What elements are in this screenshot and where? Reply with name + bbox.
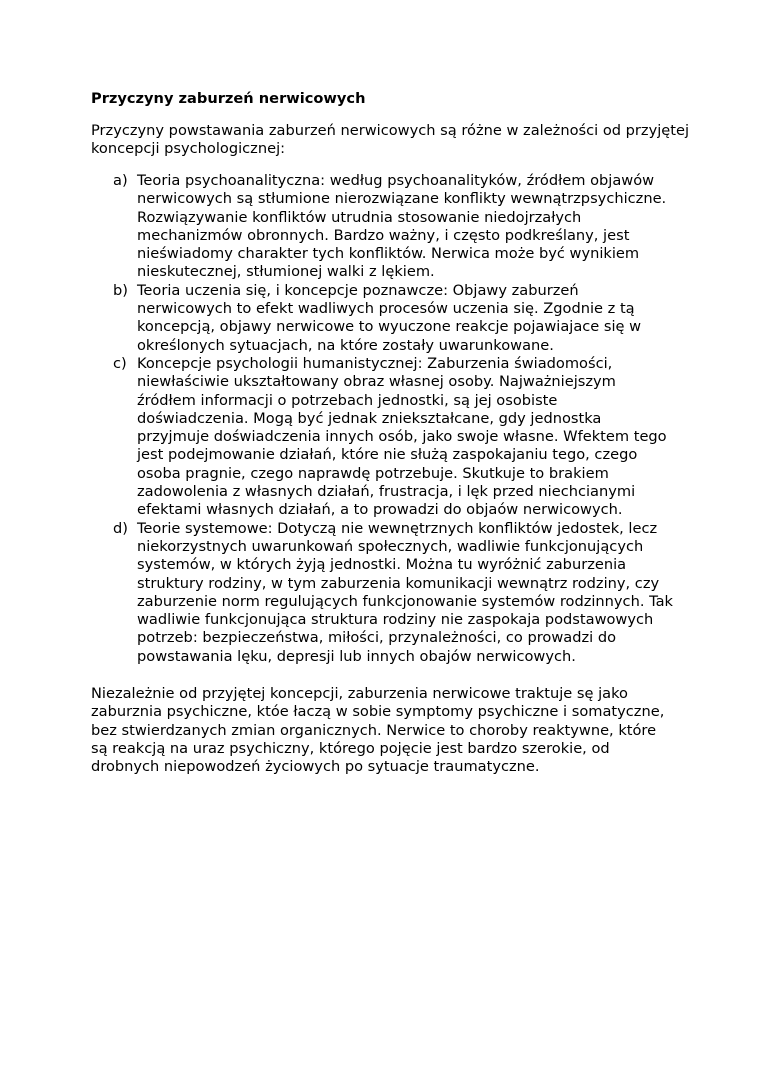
list-item-text: Teoria psychoanalityczna: według psychoanalityków, źródłem objawów nerwicowych są stłumione nierozwiązane konflikty wewnątrzpsychiczne. Rozwiązywanie konfliktów utrudnia stosowanie niedojrzałych mechanizmów obronnych. Bardzo ważny, i często podkreślany, jest nieświadomy charakter tych konfliktów. Nerwica może być wynikiem nieskutecznej, stłumionej walki z lękiem. [137, 172, 667, 281]
list-marker: b) [113, 281, 128, 299]
list-item-text: Koncepcje psychologii humanistycznej: Zaburzenia świadomości, niewłaściwie ukształtowany obraz własnej osoby. Najważniejszym źródłem informacji o potrzebach jednostki, są jej osobiste doświadczenia. Mogą być jednak zniekształcane, gdy jednostka przyjmuje doświadczenia innych osób, jako swoje własne. Wfektem tego jest podejmowanie działań, które nie służą zaspokajaniu tego, czego osoba pragnie, czego naprawdę potrzebuje. Skutkuje to brakiem zadowolenia z własnych działań, frustracja, i lęk przed niechcianymi efektami własnych działań, a to prowadzi do objaów nerwicowych. [137, 354, 667, 519]
list-item [91, 520, 673, 666]
document-title: Przyczyny zaburzeń nerwicowych [91, 90, 366, 107]
list-item-text: Teoria uczenia się, i koncepcje poznawcze: Objawy zaburzeń nerwicowych to efekt wadliwych procesów uczenia się. Zgodnie z tą koncepcją, objawy nerwicowe to wyuczone reakcje pojawiajace się w określonych sytuacjach, na które zostały uwarunkowane. [137, 281, 642, 354]
intro-paragraph: Przyczyny powstawania zaburzeń nerwicowych są różne w zależności od przyjętej koncepcji psychologicznej: [91, 122, 690, 158]
list-item [91, 172, 673, 282]
list-item-text: Teorie systemowe: Dotyczą nie wewnętrznych konfliktów jedostek, lecz niekorzystnych uwarunkowań społecznych, wadliwie funkcjonujących systemów, w których żyją jednostki. Można tu wyróżnić zaburzenia struktury rodziny, w tym zaburzenia komunikacji wewnątrz rodziny, czy zaburzenie norm regulujących funkcjonowanie systemów rodzinnych. Tak wadliwie funkcjonująca struktura rodziny nie zaspokaja podstawowych potrzeb: bezpieczeństwa, miłości, przynależności, co prowadzi do powstawania lęku, depresji lub innych obajów nerwicowych. [137, 519, 673, 665]
causes-list [91, 172, 673, 666]
list-item [91, 355, 673, 520]
list-marker: d) [113, 519, 128, 537]
list-item [91, 282, 673, 355]
list-marker: c) [113, 354, 127, 372]
list-marker: a) [113, 172, 128, 189]
closing-paragraph: Niezależnie od przyjętej koncepcji, zaburzenia nerwicowe traktuje sę jako zaburznia psychiczne, któe łaczą w sobie symptomy psychiczne i somatyczne, bez stwierdzanych zmian organicznych. Nerwice to choroby reaktywne, które są reakcją na uraz psychiczny, którego pojęcie jest bardzo szerokie, od drobnych niepowodzeń życiowych po sytuacje traumatyczne. [91, 685, 665, 776]
